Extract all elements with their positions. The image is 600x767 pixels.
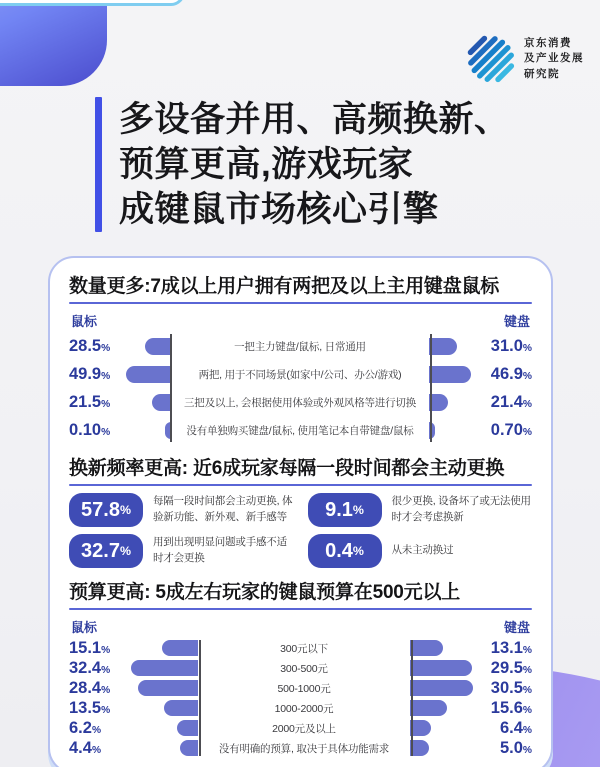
percent-sign: % bbox=[91, 744, 102, 756]
page-title bbox=[119, 97, 510, 232]
row-label: 2000元及以上 bbox=[272, 722, 336, 735]
row-label: 300-500元 bbox=[280, 662, 328, 675]
mouse-bar-zone bbox=[129, 738, 199, 758]
quantity-left-axis-line bbox=[170, 334, 172, 442]
title-line-1: 多设备并用、高频换新、 bbox=[119, 100, 510, 139]
mouse-percent: 49.9% bbox=[69, 364, 111, 383]
percent-sign: % bbox=[522, 398, 532, 410]
renewal-stats-grid bbox=[69, 493, 532, 568]
keyboard-percent: 21.4% bbox=[490, 392, 532, 411]
percent-sign: % bbox=[101, 398, 111, 410]
percent-sign: % bbox=[101, 684, 111, 696]
mouse-bar bbox=[180, 740, 198, 756]
mouse-bar bbox=[145, 338, 171, 355]
logo-line-2: 及产业发展 bbox=[524, 52, 584, 65]
section-renewal-header: 换新频率更高: 近6成玩家每隔一段时间都会主动更换 bbox=[69, 458, 505, 479]
keyboard-percent: 15.6% bbox=[490, 698, 532, 717]
row-label: 500-1000元 bbox=[277, 682, 331, 695]
keyboard-bar bbox=[410, 720, 431, 736]
section-quantity-header: 数量更多:7成以上用户拥有两把及以上主用键盘鼠标 bbox=[69, 276, 500, 297]
percent-sign: % bbox=[522, 426, 532, 438]
percent-sign: % bbox=[119, 503, 131, 517]
quantity-keyboard-label: 键盘 bbox=[503, 314, 530, 329]
percent-sign: % bbox=[101, 426, 111, 438]
mouse-percent: 13.5% bbox=[69, 698, 111, 717]
jd-research-logo bbox=[466, 34, 584, 84]
mouse-bar-zone bbox=[129, 698, 199, 718]
quantity-chart bbox=[69, 332, 532, 444]
mouse-percent: 28.4% bbox=[69, 678, 111, 697]
quantity-mouse-label: 鼠标 bbox=[71, 314, 98, 329]
keyboard-bar-zone bbox=[410, 718, 480, 738]
table-row bbox=[69, 332, 532, 360]
renewal-percent-pill: 32.7 % bbox=[69, 534, 143, 568]
keyboard-bar-zone bbox=[410, 698, 480, 718]
percent-sign: % bbox=[101, 370, 111, 382]
renewal-desc: 每隔一段时间都会主动更换, 体验新功能、新外观、新手感等 bbox=[153, 495, 293, 523]
logo-line-3: 研究院 bbox=[524, 67, 560, 80]
title-line-3: 成键鼠市场核心引擎 bbox=[119, 190, 439, 229]
decor-tab-top-left bbox=[0, 0, 185, 6]
title-accent-bar bbox=[95, 97, 102, 232]
renewal-percent-pill: 57.8 % bbox=[69, 493, 143, 527]
title-line-2: 预算更高,游戏玩家 bbox=[119, 145, 414, 184]
row-label: 两把, 用于不同场景(如家中/公司、办公/游戏) bbox=[198, 368, 402, 381]
section-quantity-underline bbox=[69, 302, 532, 304]
budget-right-axis-line bbox=[411, 640, 413, 756]
renewal-percent-pill: 9.1 % bbox=[308, 493, 382, 527]
renewal-item bbox=[308, 534, 533, 568]
percent-sign: % bbox=[101, 664, 111, 676]
keyboard-bar-zone bbox=[410, 638, 480, 658]
keyboard-bar bbox=[410, 700, 447, 716]
section-budget-header: 预算更高: 5成左右玩家的键鼠预算在500元以上 bbox=[69, 582, 461, 603]
percent-sign: % bbox=[101, 644, 111, 656]
decor-blob-top-left bbox=[0, 0, 107, 86]
table-row bbox=[69, 658, 532, 678]
quantity-axis-labels bbox=[69, 311, 532, 330]
table-row bbox=[69, 388, 532, 416]
renewal-desc: 用到出现明显问题或手感不适时才会更换 bbox=[153, 536, 287, 564]
percent-sign: % bbox=[522, 704, 532, 716]
budget-chart bbox=[69, 638, 532, 758]
percent-sign: % bbox=[522, 724, 532, 736]
budget-left-axis-line bbox=[199, 640, 201, 756]
mouse-bar-zone bbox=[121, 360, 171, 388]
percent-sign: % bbox=[352, 544, 364, 558]
keyboard-bar-zone bbox=[429, 360, 479, 388]
table-row bbox=[69, 698, 532, 718]
keyboard-bar bbox=[410, 660, 472, 676]
row-label: 一把主力键盘/鼠标, 日常通用 bbox=[234, 340, 366, 353]
percent-sign: % bbox=[101, 704, 111, 716]
table-row bbox=[69, 638, 532, 658]
renewal-item bbox=[69, 493, 294, 527]
keyboard-bar-zone bbox=[429, 416, 479, 444]
renewal-item bbox=[69, 534, 294, 568]
percent-sign: % bbox=[522, 664, 532, 676]
percent-sign: % bbox=[352, 503, 364, 517]
mouse-bar bbox=[138, 680, 198, 696]
row-label: 没有单独购买键盘/鼠标, 使用笔记本自带键盘/鼠标 bbox=[186, 424, 414, 437]
row-label: 三把及以上, 会根据使用体验或外观风格等进行切换 bbox=[183, 396, 417, 409]
keyboard-bar-zone bbox=[429, 332, 479, 360]
keyboard-bar bbox=[410, 680, 473, 696]
mouse-bar-zone bbox=[129, 658, 199, 678]
budget-keyboard-label: 键盘 bbox=[503, 620, 530, 635]
budget-axis-labels bbox=[69, 617, 532, 636]
mouse-bar bbox=[164, 700, 198, 716]
percent-sign: % bbox=[522, 744, 532, 756]
keyboard-bar-zone bbox=[410, 658, 480, 678]
row-label: 300元以下 bbox=[280, 642, 328, 655]
renewal-percent-pill: 0.4 % bbox=[308, 534, 382, 568]
table-row bbox=[69, 416, 532, 444]
row-label: 没有明确的预算, 取决于具体功能需求 bbox=[218, 742, 390, 755]
mouse-bar-zone bbox=[121, 388, 171, 416]
mouse-percent: 0.10% bbox=[69, 420, 111, 439]
keyboard-percent: 46.9% bbox=[490, 364, 532, 383]
keyboard-bar-zone bbox=[429, 388, 479, 416]
keyboard-percent: 29.5% bbox=[490, 658, 532, 677]
mouse-percent: 4.4% bbox=[69, 738, 102, 757]
renewal-item bbox=[308, 493, 533, 527]
quantity-right-axis-line bbox=[430, 334, 432, 442]
mouse-bar-zone bbox=[121, 332, 171, 360]
row-label: 1000-2000元 bbox=[274, 702, 334, 715]
mouse-bar bbox=[162, 640, 198, 656]
mouse-percent: 21.5% bbox=[69, 392, 111, 411]
mouse-bar-zone bbox=[129, 718, 199, 738]
mouse-bar-zone bbox=[129, 678, 199, 698]
budget-mouse-label: 鼠标 bbox=[71, 620, 98, 635]
keyboard-percent: 30.5% bbox=[490, 678, 532, 697]
keyboard-bar bbox=[410, 640, 443, 656]
keyboard-bar-zone bbox=[410, 738, 480, 758]
percent-sign: % bbox=[91, 724, 102, 736]
title-block bbox=[95, 97, 510, 232]
mouse-percent: 28.5% bbox=[69, 336, 111, 355]
percent-sign: % bbox=[522, 370, 532, 382]
section-budget-underline bbox=[69, 608, 532, 610]
table-row bbox=[69, 360, 532, 388]
table-row bbox=[69, 718, 532, 738]
percent-sign: % bbox=[119, 544, 131, 558]
percent-sign: % bbox=[522, 684, 532, 696]
mouse-percent: 32.4% bbox=[69, 658, 111, 677]
mouse-bar-zone bbox=[121, 416, 171, 444]
keyboard-percent: 31.0% bbox=[490, 336, 532, 355]
keyboard-bar bbox=[429, 338, 457, 355]
mouse-bar bbox=[126, 366, 171, 383]
percent-sign: % bbox=[522, 342, 532, 354]
mouse-bar bbox=[152, 394, 171, 411]
keyboard-percent: 0.70% bbox=[490, 420, 532, 439]
keyboard-percent: 6.4% bbox=[499, 718, 532, 737]
logo-text bbox=[524, 36, 584, 82]
table-row bbox=[69, 738, 532, 758]
keyboard-bar-zone bbox=[410, 678, 480, 698]
jd-research-stripes-icon bbox=[466, 34, 516, 84]
renewal-desc: 从未主动换过 bbox=[391, 544, 454, 557]
percent-sign: % bbox=[101, 342, 111, 354]
mouse-percent: 6.2% bbox=[69, 718, 102, 737]
table-row bbox=[69, 678, 532, 698]
mouse-bar bbox=[177, 720, 198, 736]
keyboard-bar bbox=[429, 394, 448, 411]
renewal-desc: 很少更换, 设备坏了或无法使用时才会考虑换新 bbox=[391, 495, 531, 523]
keyboard-bar bbox=[429, 366, 471, 383]
keyboard-percent: 5.0% bbox=[499, 738, 532, 757]
keyboard-percent: 13.1% bbox=[490, 638, 532, 657]
section-renewal-underline bbox=[69, 484, 532, 486]
mouse-bar bbox=[131, 660, 198, 676]
mouse-bar-zone bbox=[129, 638, 199, 658]
mouse-percent: 15.1% bbox=[69, 638, 111, 657]
logo-line-1: 京东消费 bbox=[524, 37, 572, 50]
percent-sign: % bbox=[522, 644, 532, 656]
stats-card bbox=[48, 256, 553, 767]
